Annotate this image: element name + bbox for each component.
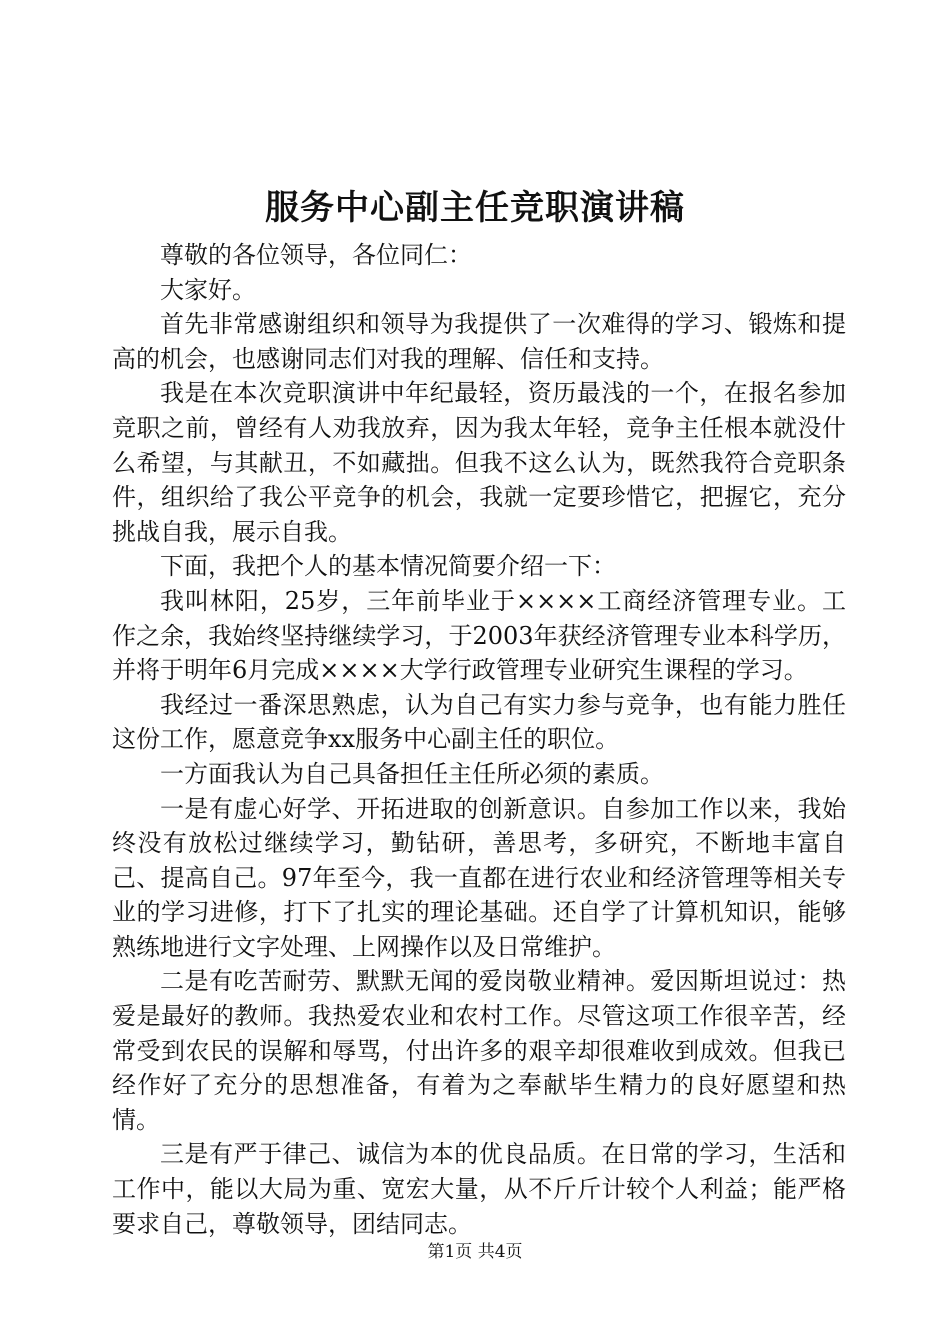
paragraph-quality-one: 一是有虚心好学、开拓进取的创新意识。自参加工作以来，我始终没有放松过继续学习，勤钻研，善思考，多研究，不断地丰富自己、提高自己。97年至今，我一直都在进行农业和经济管理等相关专业的学习进修，打下了扎实的理论基础。还自学了计算机知识，能够熟练地进行文字处理、上网操作以及日常维护。: [112, 794, 846, 961]
paragraph-decision: 我经过一番深思熟虑，认为自己有实力参与竞争，也有能力胜任这份工作，愿意竞争xx服务中心副主任的职位。: [112, 690, 846, 754]
paragraph-motivation: 我是在本次竞职演讲中年纪最轻，资历最浅的一个，在报名参加竞职之前，曾经有人劝我放弃，因为我太年轻，竞争主任根本就没什么希望，与其献丑，不如藏拙。但我不这么认为，既然我符合竞职条件，组织给了我公平竞争的机会，我就一定要珍惜它，把握它，充分挑战自我，展示自我。: [112, 379, 846, 546]
paragraph-greeting: 大家好。: [160, 275, 256, 304]
document-title: 服务中心副主任竞职演讲稿: [265, 188, 685, 228]
document-body: [112, 238, 846, 1241]
paragraph-intro: 下面，我把个人的基本情况简要介绍一下：: [160, 552, 616, 581]
paragraph-quality-two: 二是有吃苦耐劳、默默无闻的爱岗敬业精神。爱因斯坦说过：热爱是最好的教师。我热爱农业和农村工作。尽管这项工作很辛苦，经常受到农民的误解和辱骂，付出许多的艰辛却很难收到成效。但我已经作好了充分的思想准备，有着为之奉献毕生精力的良好愿望和热情。: [112, 967, 846, 1134]
paragraph-salutation: 尊敬的各位领导，各位同仁：: [160, 241, 472, 269]
paragraph-quality-three: 三是有严于律己、诚信为本的优良品质。在日常的学习，生活和工作中，能以大局为重、宽宏大量，从不斤斤计较个人利益；能严格要求自己，尊敬领导，团结同志。: [112, 1140, 846, 1238]
page-footer: 第1页 共4页: [427, 1242, 523, 1262]
paragraph-qualities-intro: 一方面我认为自己具备担任主任所必须的素质。: [160, 759, 664, 788]
paragraph-thanks: 首先非常感谢组织和领导为我提供了一次难得的学习、锻炼和提高的机会，也感谢同志们对我的理解、信任和支持。: [112, 310, 846, 373]
paragraph-background: 我叫林阳，25岁，三年前毕业于××××工商经济管理专业。工作之余，我始终坚持继续学习，于2003年获经济管理专业本科学历，并将于明年6月完成××××大学行政管理专业研究生课程的学习。: [112, 586, 846, 685]
